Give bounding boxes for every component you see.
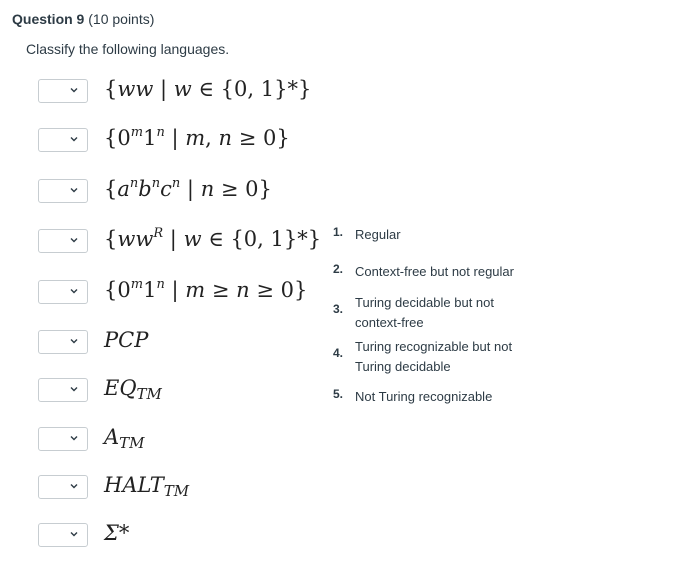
option-text: Not Turing recognizable <box>355 389 493 404</box>
chevron-down-icon <box>69 185 79 195</box>
question-points: (10 points) <box>88 11 155 27</box>
language-expression: {$a^nb^nc^n$ | n ≥ 0} <box>104 176 272 201</box>
answer-select[interactable] <box>38 330 88 354</box>
option-number: 2. <box>333 262 344 276</box>
language-row <box>38 519 338 549</box>
chevron-down-icon <box>69 134 79 144</box>
option-text: Regular <box>355 227 401 242</box>
language-row <box>38 225 338 255</box>
answer-select[interactable] <box>38 523 88 547</box>
question-header <box>12 11 154 27</box>
chevron-down-icon <box>69 336 79 346</box>
language-row <box>38 75 338 105</box>
option-number: 3. <box>333 302 344 316</box>
language-row <box>38 124 338 154</box>
chevron-down-icon <box>69 286 79 296</box>
question-number: Question 9 <box>12 11 85 27</box>
option-number: 5. <box>333 387 344 401</box>
answer-select[interactable] <box>38 475 88 499</box>
answer-select[interactable] <box>38 229 88 253</box>
answer-select[interactable] <box>38 179 88 203</box>
language-row <box>38 276 338 306</box>
option-text: Turing recognizable but not Turing decidable <box>355 339 513 374</box>
language-row <box>38 326 338 356</box>
option-text: Turing decidable but not context-free <box>355 295 495 330</box>
option-text: Context-free but not regular <box>355 264 514 279</box>
language-expression: Σ* <box>104 521 130 545</box>
option-number: 1. <box>333 225 344 239</box>
chevron-down-icon <box>69 481 79 491</box>
language-expression: $HALT_{TM}$ <box>104 473 190 500</box>
answer-select[interactable] <box>38 427 88 451</box>
language-row <box>38 374 338 404</box>
chevron-down-icon <box>69 384 79 394</box>
language-expression: {$ww^R$ | w ∈ {0, 1}*} <box>104 226 322 251</box>
answer-select[interactable] <box>38 128 88 152</box>
language-expression: PCP <box>104 328 149 352</box>
language-row <box>38 471 338 501</box>
chevron-down-icon <box>69 235 79 245</box>
language-expression: {0$^m$1$^n$ | m, n ≥ 0} <box>104 125 290 150</box>
chevron-down-icon <box>69 85 79 95</box>
chevron-down-icon <box>69 529 79 539</box>
language-row <box>38 175 338 205</box>
question-prompt: Classify the following languages. <box>26 41 230 57</box>
language-row <box>38 423 338 453</box>
language-expression: {0$^m$1$^n$ | m ≥ n ≥ 0} <box>104 277 308 302</box>
language-expression: {ww | w ∈ {0, 1}*} <box>104 77 312 101</box>
option-number: 4. <box>333 346 344 360</box>
language-expression: $A_{TM}$ <box>104 425 145 452</box>
answer-select[interactable] <box>38 378 88 402</box>
answer-select[interactable] <box>38 79 88 103</box>
language-expression: $EQ_{TM}$ <box>104 376 162 403</box>
chevron-down-icon <box>69 433 79 443</box>
answer-select[interactable] <box>38 280 88 304</box>
